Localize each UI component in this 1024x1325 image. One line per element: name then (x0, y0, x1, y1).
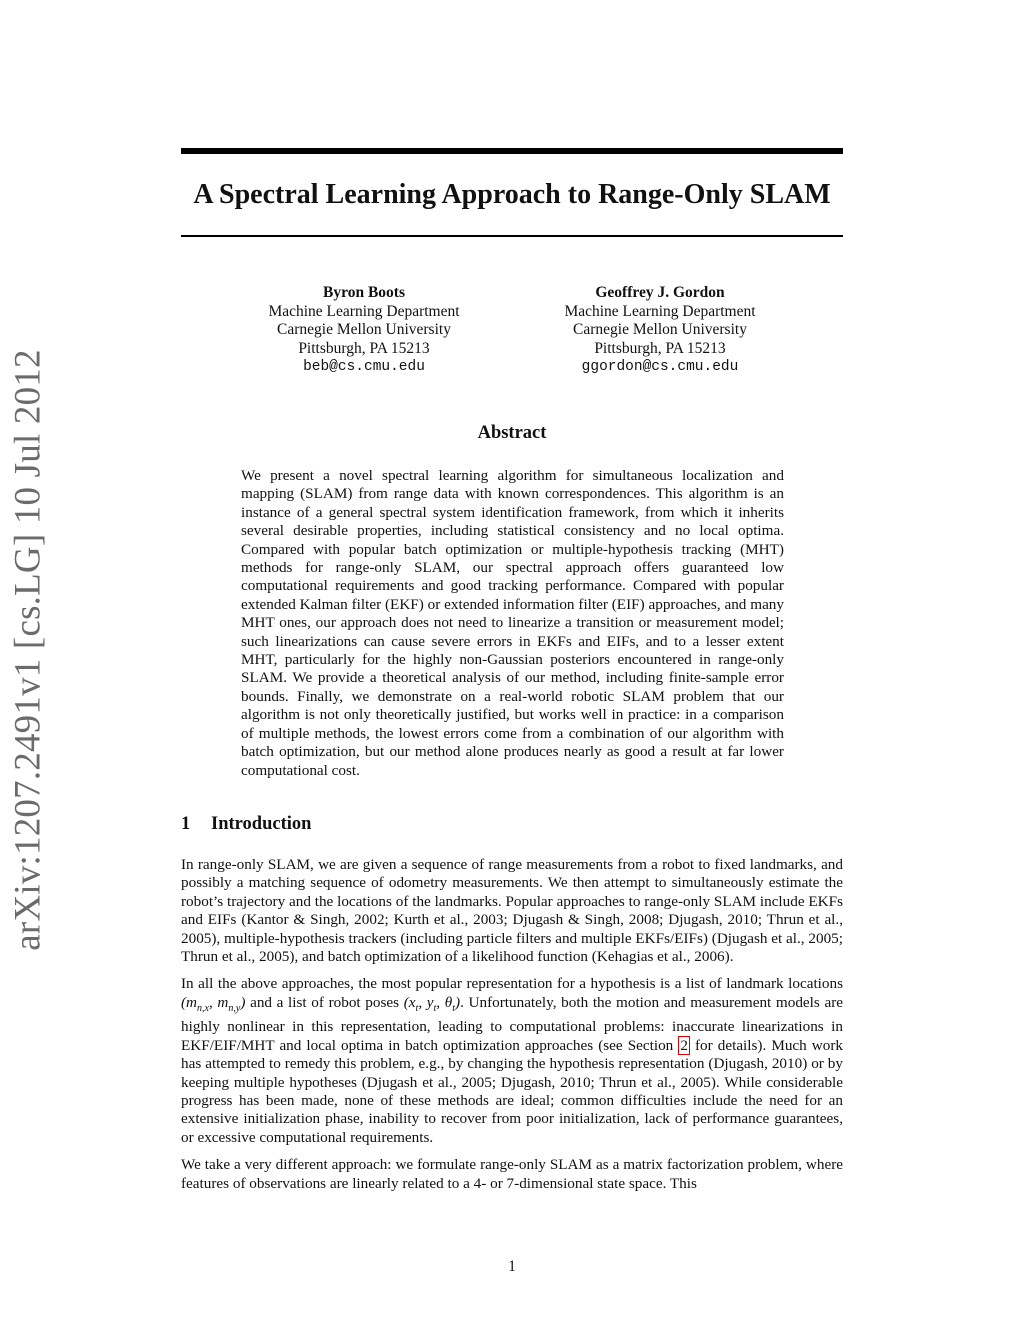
intro-p2-text-a: In all the above approaches, the most popular representation for a hypothesis is a list of landmark locations (181, 975, 843, 993)
robot-pose-math: ($x_t$, $y_t$, $\theta_t$) (403, 993, 461, 1014)
author-department: Machine Learning Department (268, 302, 460, 320)
section-heading (181, 814, 311, 835)
author-location: Pittsburgh, PA 15213 (298, 339, 430, 357)
intro-paragraph-3: We take a very different approach: we formulate range-only SLAM as a matrix factorization problem, where features of observations are linearly related to a 4- or 7-dimensional state space. This (181, 1156, 843, 1192)
author-block-2 (530, 284, 790, 377)
page-number: 1 (508, 1258, 516, 1275)
author-university: Carnegie Mellon University (573, 321, 747, 338)
author-university: Carnegie Mellon University (277, 321, 451, 338)
paper-title: A Spectral Learning Approach to Range-Only SLAM (193, 179, 831, 210)
introduction-body (181, 856, 843, 1202)
author-name: Byron Boots (323, 284, 405, 301)
author-department: Machine Learning Department (564, 302, 756, 320)
abstract-text: We present a novel spectral learning algorithm for simultaneous localization and mapping (SLAM) from range data with known correspondences. This algorithm is an instance of a general spectral system identification framework, from which it inherits several desirable properties, including statistical consistency and no local optima. Compared with popular batch optimization or multiple-hypothesis tracking (MHT) methods for range-only SLAM, our spectral approach offers guaranteed low computational requirements and good tracking performance. Compared with popular extended Kalman filter (EKF) or extended information filter (EIF) approaches, and many MHT ones, our approach does not need to linearize a transition or measurement model; such linearizations can cause severe errors in EKFs and EIFs, and to a lesser extent MHT, particularly for the highly non-Gaussian posteriors encountered in range-only SLAM. We provide a theoretical analysis of our method, including finite-sample error bounds. Finally, we demonstrate on a real-world robotic SLAM problem that our algorithm is not only theoretically justified, but works well in practice: in a comparison of multiple methods, the lowest errors come from a combination of our algorithm with batch optimization, but our method alone produces nearly as good a result at far lower computational cost. (241, 467, 784, 779)
author-block-1 (234, 284, 494, 377)
author-email: beb@cs.cmu.edu (303, 359, 425, 375)
intro-paragraph-2 (181, 975, 843, 1147)
intro-paragraph-1: In range-only SLAM, we are given a sequence of range measurements from a robot to fixed landmarks, and possibly a matching sequence of odometry measurements. We then attempt to simultaneously estimate the robot’s trajectory and the locations of the landmarks. Popular approaches to range-only SLAM include EKFs and EIFs (Kantor & Singh, 2002; Kurth et al., 2003; Djugash & Singh, 2008; Djugash, 2010; Thrun et al., 2005), multiple-hypothesis trackers (including particle filters and multiple EKFs/EIFs) (Djugash et al., 2005; Thrun et al., 2005), and batch optimization of a likelihood function (Kehagias et al., 2006). (181, 856, 843, 966)
section-number: 1 (181, 814, 191, 834)
intro-p2-text-d: for details). Much work has attempted to remedy this problem, e.g., by changing the hypothesis representation (Djugash, 2010) or by keeping multiple hypotheses (Djugash et al., 2005; Djugash, 2010; Thrun et al., 2005). While considerable progress has been made, none of these methods are ideal; common difficulties include the need for an extensive initialization phase, inability to recover from poor initialization, lack of performance guarantees, or excessive computational requirements. (181, 1036, 844, 1146)
arxiv-identifier: arXiv:1207.2491v1 [cs.LG] 10 Jul 2012 (7, 349, 49, 951)
title-bottom-rule (181, 235, 843, 237)
intro-p2-text-b: and a list of robot poses (250, 993, 400, 1011)
author-email: ggordon@cs.cmu.edu (581, 359, 739, 375)
author-location: Pittsburgh, PA 15213 (594, 339, 726, 357)
section-title: Introduction (211, 814, 312, 834)
title-top-rule (181, 148, 843, 154)
abstract-heading: Abstract (477, 423, 547, 443)
landmark-location-math: ($m_{n,x}$, $m_{n,y}$) (181, 993, 246, 1014)
section-reference-link[interactable]: 2 (680, 1036, 688, 1054)
author-name: Geoffrey J. Gordon (595, 284, 725, 301)
intro-p2-text-c: . Unfortunately, both the motion and measurement models are highly nonlinear in this representation, leading to computational problems: inaccurate linearizations in EKF/EIF/MHT and local optima in batch optimization approaches (see Section (181, 993, 843, 1054)
